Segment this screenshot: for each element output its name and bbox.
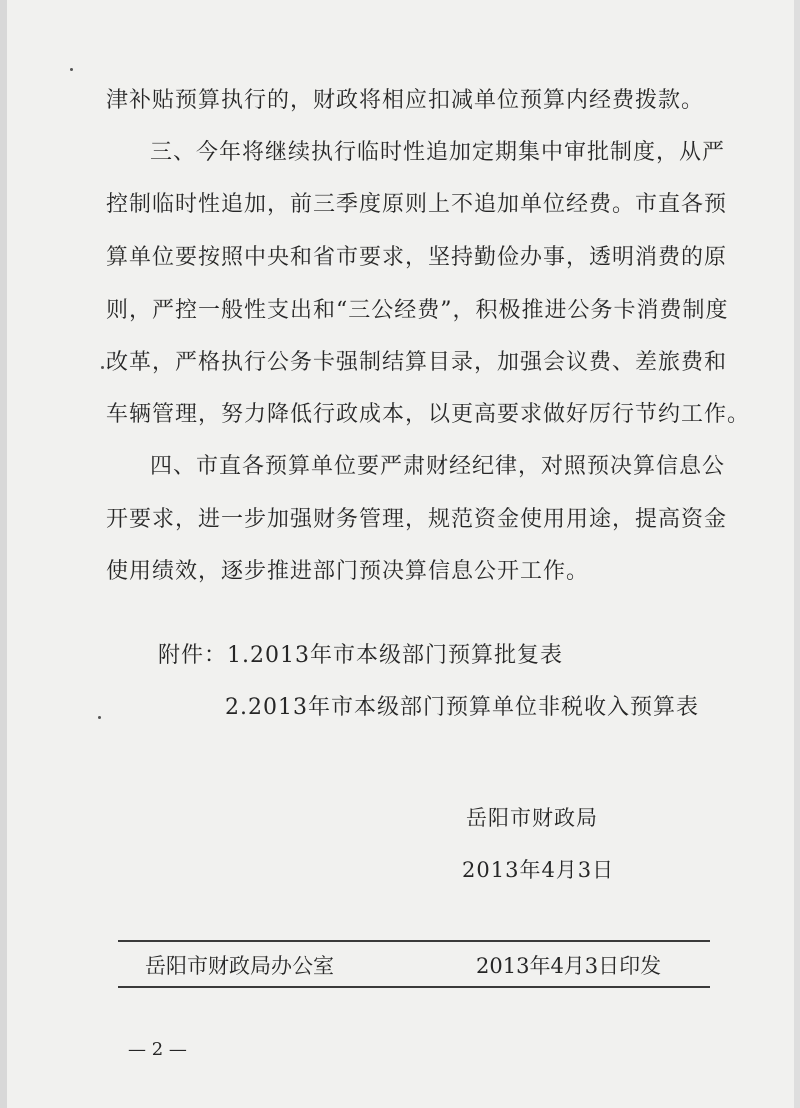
footer-rule-top <box>118 940 710 942</box>
body-line-1: 津补贴预算执行的，财政将相应扣减单位预算内经费拨款。 <box>106 88 705 113</box>
footer-issued-date: 2013年4月3日印发 <box>476 954 662 978</box>
issue-date: 2013年4月3日 <box>462 858 615 882</box>
scan-edge-right <box>794 0 800 1108</box>
attachment-item-2: 2.2013年市本级部门预算单位非税收入预算表 <box>225 695 699 720</box>
body-line-3: 控制临时性追加，前三季度原则上不追加单位经费。市直各预 <box>106 192 728 217</box>
issuer-name: 岳阳市财政局 <box>466 806 598 830</box>
body-line-5: 则，严控一般性支出和“三公经费”，积极推进公务卡消费制度 <box>106 298 729 323</box>
body-line-10: 使用绩效，逐步推进部门预决算信息公开工作。 <box>106 559 590 584</box>
footer-rule-bottom <box>118 986 710 988</box>
page-number: — 2 — <box>128 1039 187 1060</box>
body-line-6: 改革，严格执行公务卡强制结算目录，加强会议费、差旅费和 <box>106 350 728 375</box>
body-line-8: 四、市直各预算单位要严肃财经纪律，对照预决算信息公 <box>150 454 726 479</box>
scan-speck <box>98 716 101 719</box>
body-line-9: 开要求，进一步加强财务管理，规范资金使用用途，提高资金 <box>106 507 728 532</box>
body-line-7: 车辆管理，努力降低行政成本，以更高要求做好厉行节约工作。 <box>106 402 751 427</box>
scan-speck <box>70 68 73 71</box>
scan-speck <box>101 366 104 369</box>
body-line-2: 三、今年将继续执行临时性追加定期集中审批制度，从严 <box>150 140 726 165</box>
footer-office: 岳阳市财政局办公室 <box>145 954 334 978</box>
body-line-4: 算单位要按照中央和省市要求，坚持勤俭办事，透明消费的原 <box>106 245 728 270</box>
scan-edge-left <box>0 0 7 1108</box>
attachment-item-1: 附件：1.2013年市本级部门预算批复表 <box>158 643 563 668</box>
